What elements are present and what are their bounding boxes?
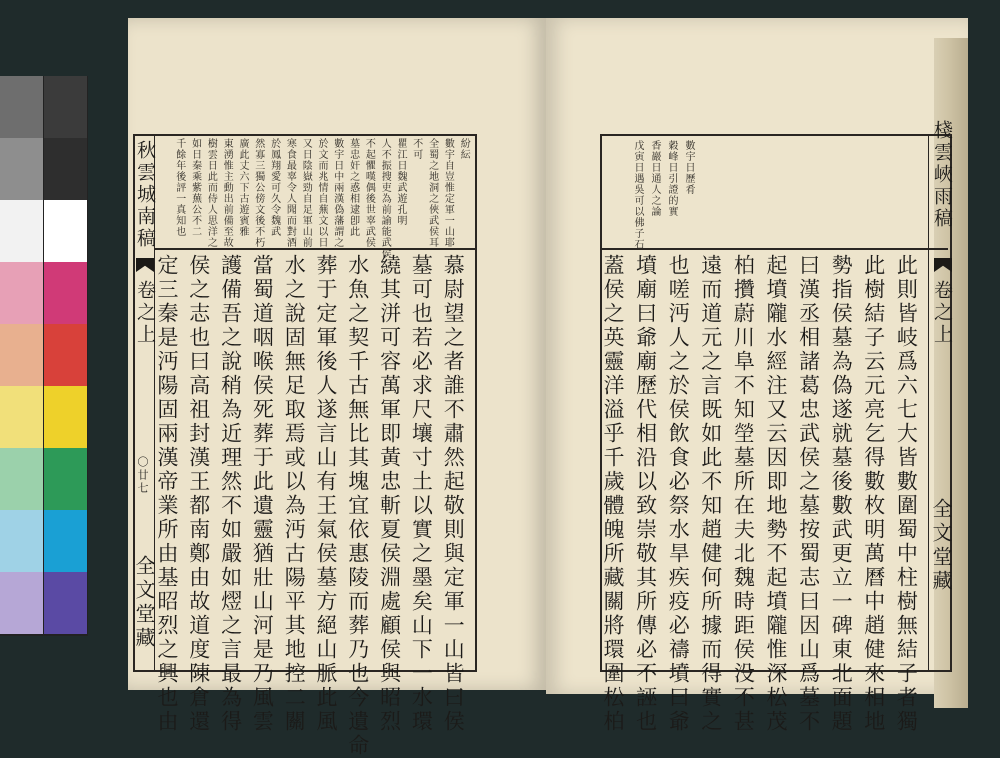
left-margin-title: 秋雲城南稿	[134, 140, 156, 250]
annotation-column: 樹雲日此而侍人思洋之	[205, 138, 217, 248]
left-publisher-mark: 全文堂藏	[132, 555, 156, 651]
right-publisher-mark: 全文堂藏	[929, 498, 953, 594]
text-column: 侯之志也曰高祖封漢王都南鄭由故道度陳倉還	[186, 254, 211, 734]
annotation-column: 墓忠奸之惑相逮卽此	[347, 138, 359, 237]
annotation-column: 數宇日歷肴	[683, 140, 694, 195]
color-swatch	[0, 448, 43, 510]
annotation-column: 如日秦乘紫蕪公不二	[189, 138, 201, 237]
annotation-column: 然寡三獨公傍文後不朽	[252, 138, 264, 248]
annotation-column: 香巖日通人之論	[649, 140, 660, 217]
text-column: 水魚之契千古無比其塊宜依惠陵而葬乃也今遺命	[345, 254, 370, 758]
color-swatch	[44, 138, 87, 200]
text-column: 墓可也若必求尺壤寸土以實之墨矣山下一水環	[409, 254, 434, 734]
text-column: 勢指侯墓為偽遂就墓後數武更立一碑東北面題	[829, 254, 854, 734]
color-swatch	[0, 324, 43, 386]
color-swatch	[0, 510, 43, 572]
color-swatch	[44, 448, 87, 510]
annotation-column: 全蜀之地洞之俠武侯耳	[426, 138, 438, 248]
left-folio: 〇廿七	[136, 456, 149, 495]
annotation-column: 瞿江日魏武遊孔明	[395, 138, 406, 226]
annotation-column: 數宇自豈惟定軍一山耶	[442, 138, 454, 248]
annotation-column: 人不振搜吏為前諭能武侯	[379, 138, 391, 259]
text-column: 葬于定軍後人遂言山有王氣侯墓方絕山脈此風	[314, 254, 338, 734]
color-swatch	[0, 572, 43, 634]
annotation-column: 於文而兆情自蕪文以日	[316, 138, 327, 248]
right-volume-label: 卷之上	[931, 280, 953, 346]
right-header-divider	[602, 248, 948, 250]
text-column: 定三秦是沔陽固兩漢帝業所由基昭烈之興也由	[155, 254, 179, 734]
color-swatch	[0, 262, 43, 324]
color-swatch	[0, 76, 43, 138]
annotation-column: 戊寅日遇吳可以佛子石	[632, 140, 643, 250]
text-column: 此樹結子云元亮乞得數枚明萬曆中趙健來相地	[861, 254, 886, 734]
color-swatch	[44, 262, 87, 324]
annotation-column: 東湧惟主動出前備至故	[221, 138, 233, 248]
color-swatch	[44, 386, 87, 448]
annotation-column: 千餘年後評一真知也	[173, 138, 185, 237]
text-column: 當蜀道咽喉侯死葬于此遺靈猶壯山河是乃風雲	[250, 254, 275, 734]
text-column: 此則皆岐爲六七大皆數圍蜀中柱樹無結子者獨	[894, 254, 919, 734]
left-volume-label: 卷之上	[134, 280, 156, 346]
color-swatch	[44, 76, 87, 138]
annotation-column: 不起懼嘆偶後世辜武侯	[363, 138, 375, 248]
annotation-column: 不可	[410, 138, 422, 160]
text-column: 曰漢丞相諸葛忠武侯之墓按蜀志曰因山爲墓不	[796, 254, 821, 734]
text-column: 蓋侯之英靈洋溢乎千歲體魄所藏關將環圍松柏	[601, 254, 625, 734]
annotation-column: 又日陰嶽勁自足軍山前	[300, 138, 312, 248]
text-column: 水之說固無足取焉或以為沔古陽平其地控二關	[282, 254, 307, 734]
color-swatch	[44, 324, 87, 386]
text-column: 慕尉望之者誰不肅然起敬則與定軍一山皆曰侯	[441, 254, 466, 734]
color-swatch	[44, 572, 87, 634]
color-swatch	[0, 386, 43, 448]
text-column: 護備吾之說稍為近理然不如嚴如熤之言最為得	[218, 254, 243, 734]
text-column: 也嗟沔人之於侯飲食必祭水旱疾疫必禱墳曰爺	[666, 254, 691, 734]
annotation-column: 寒食最辜令人聞而對酒	[284, 138, 296, 248]
annotation-column: 於鳳翔愛可久令魏武	[268, 138, 280, 237]
text-column: 繞其洴可容萬軍即黃忠斬夏侯淵處顧侯與昭烈	[377, 254, 402, 734]
color-swatch	[44, 200, 87, 262]
text-column: 墳廟曰爺廟歷代相沿以致崇敬其所傳必不誣也	[633, 254, 658, 734]
annotation-column: 廣此丈六下古遊賓雅	[237, 138, 248, 237]
annotation-column: 穀峰日引證的實	[666, 140, 677, 217]
color-swatch	[0, 200, 43, 262]
color-swatch	[0, 138, 43, 200]
annotation-column: 數宇日中兩漢偽藩謂之	[331, 138, 343, 248]
text-column: 柏攢蔚川阜不知塋墓所在夫北魏時距侯没不甚	[731, 254, 756, 734]
color-checker	[0, 76, 88, 636]
left-header-divider	[155, 248, 475, 250]
color-swatch	[44, 510, 87, 572]
text-column: 遠而道元之言既如此不知趙健何所據而得實之	[698, 254, 723, 734]
right-margin-title: 棧雲峽雨稿	[931, 120, 953, 230]
annotation-column: 紛紜	[458, 138, 470, 160]
text-column: 起墳隴水經注又云因即地勢不起墳隴惟深松茂	[764, 254, 788, 734]
